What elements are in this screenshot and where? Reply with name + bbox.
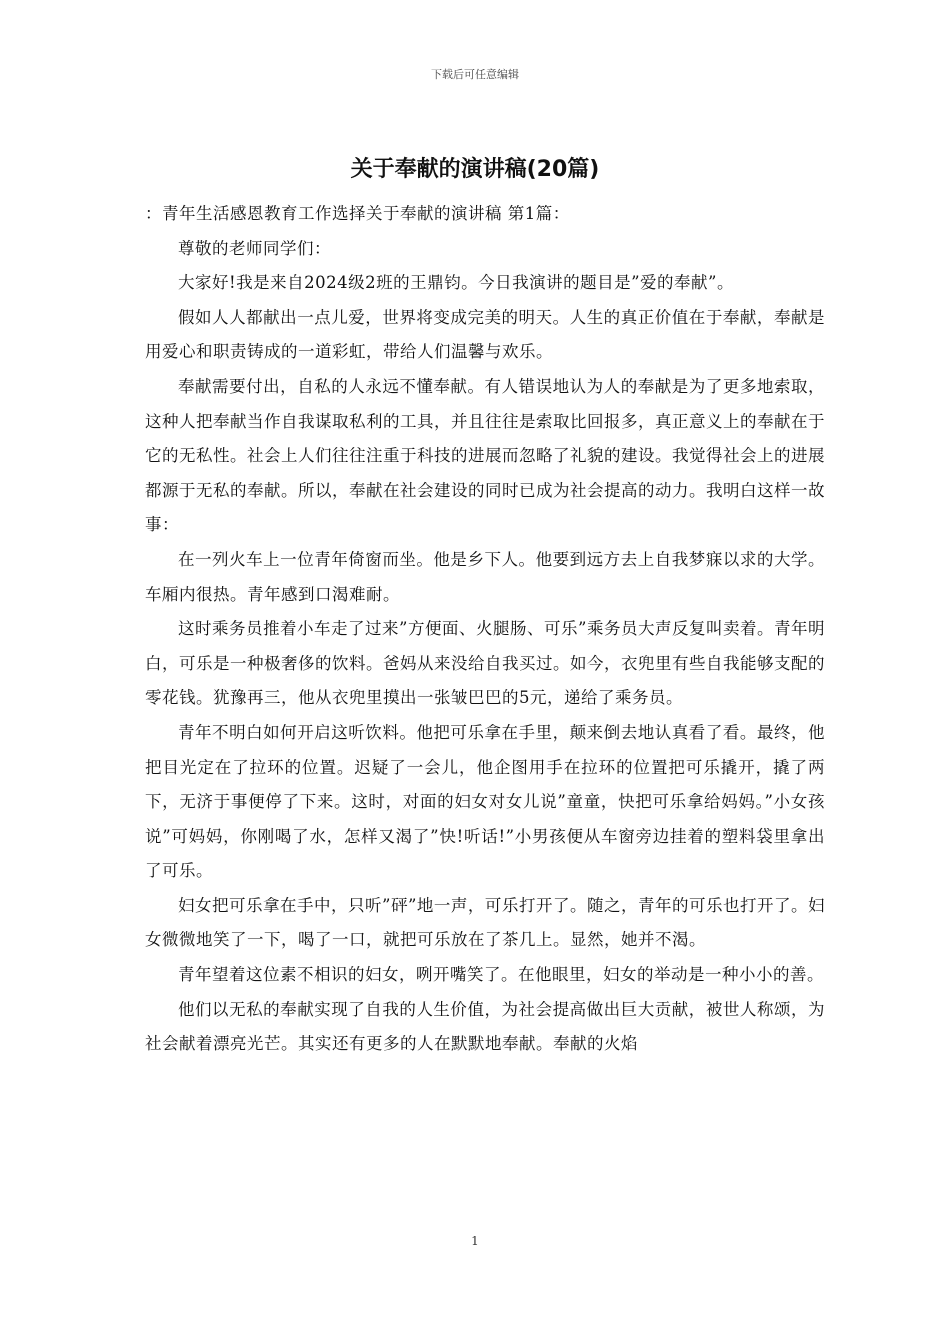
body-text [145, 197, 825, 1062]
paragraph: 他们以无私的奉献实现了自我的人生价值，为社会提高做出巨大贡献，被世人称颂，为社会献着漂亮光芒。其实还有更多的人在默默地奉献。奉献的火焰 [145, 999, 825, 1054]
paragraph-intro: ：青年生活感恩教育工作选择关于奉献的演讲稿 第1篇： [145, 204, 570, 223]
paragraph-greeting: 尊敬的老师同学们： [178, 238, 331, 258]
paragraph: 青年望着这位素不相识的妇女，咧开嘴笑了。在他眼里，妇女的举动是一种小小的善。 [178, 965, 824, 985]
paragraph: 青年不明白如何开启这听饮料。他把可乐拿在手里，颠来倒去地认真看了看。最终，他把目光定在了拉环的位置。迟疑了一会儿，他企图用手在拉环的位置把可乐撬开，撬了两下，无济于事便停了下来。这时，对面的妇女对女儿说”童童，快把可乐拿给妈妈。”小女孩说”可妈妈，你刚喝了水，怎样又渴了”快!听话!”小男孩便从车窗旁边挂着的塑料袋里拿出了可乐。 [145, 722, 825, 881]
paragraph: 这时乘务员推着小车走了过来”方便面、火腿肠、可乐”乘务员大声反复叫卖着。青年明白，可乐是一种极奢侈的饮料。爸妈从来没给自我买过。如今，衣兜里有些自我能够支配的零花钱。犹豫再三，他从衣兜里摸出一张皱巴巴的5元，递给了乘务员。 [145, 619, 825, 708]
paragraph: 奉献需要付出，自私的人永远不懂奉献。有人错误地认为人的奉献是为了更多地索取，这种人把奉献当作自我谋取私利的工具，并且往往是索取比回报多，真正意义上的奉献在于它的无私性。社会上人们往往注重于科技的进展而忽略了礼貌的建设。我觉得社会上的进展都源于无私的奉献。所以，奉献在社会建设的同时已成为社会提高的动力。我明白这样一故事： [145, 376, 825, 535]
document-title: 关于奉献的演讲稿(20篇) [350, 157, 600, 182]
paragraph: 大家好!我是来自2024级2班的王鼎钧。今日我演讲的题目是”爱的奉献”。 [178, 273, 734, 293]
paragraph: 在一列火车上一位青年倚窗而坐。他是乡下人。他要到远方去上自我梦寐以求的大学。车厢内很热。青年感到口渴难耐。 [145, 549, 825, 604]
header-note: 下载后可任意编辑 [431, 68, 519, 81]
paragraph: 妇女把可乐拿在手中，只听”砰”地一声，可乐打开了。随之，青年的可乐也打开了。妇女微微地笑了一下，喝了一口，就把可乐放在了茶几上。显然，她并不渴。 [145, 895, 825, 950]
paragraph: 假如人人都献出一点儿爱，世界将变成完美的明天。人生的真正价值在于奉献，奉献是用爱心和职责铸成的一道彩虹，带给人们温馨与欢乐。 [145, 307, 825, 362]
page-number: 1 [471, 1234, 479, 1248]
